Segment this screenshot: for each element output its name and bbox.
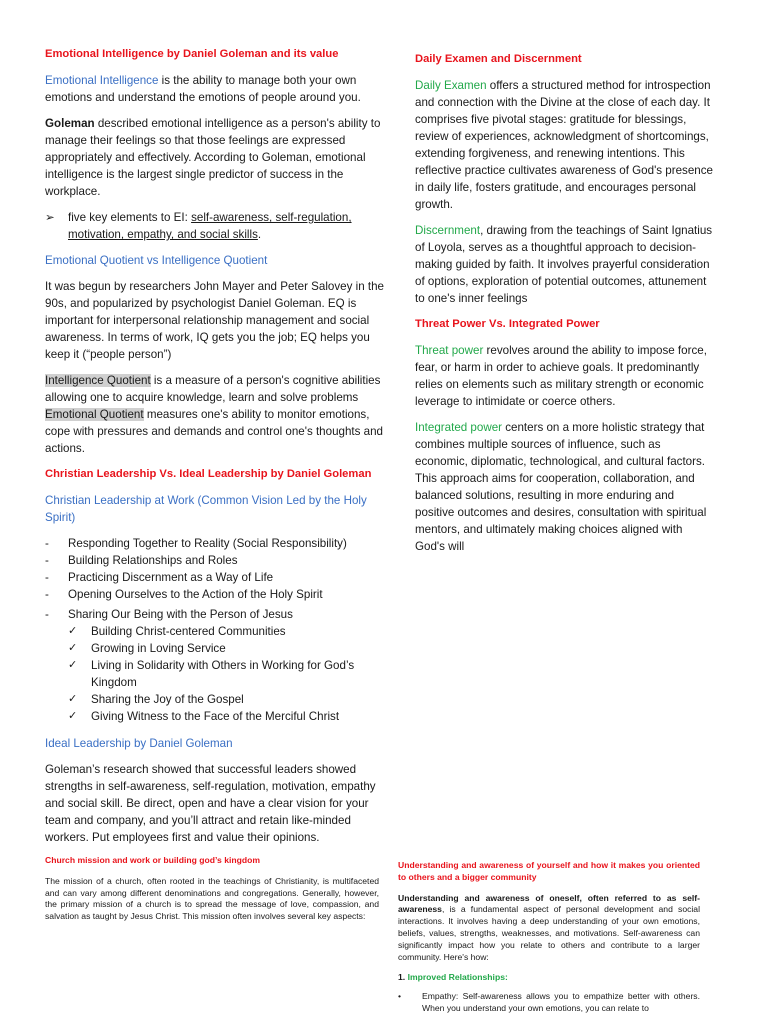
arrow-bullet-icon: ➢ [45,211,55,224]
dash-bullet: - [45,537,49,550]
elements-item [45,209,393,243]
goleman-paragraph [45,115,393,200]
sublist-item-text: Building Christ-centered Communities [91,625,286,638]
self-awareness-heading: Understanding and awareness of yourself and how it makes you oriented to others and a bigger community [398,860,700,882]
elements-suffix: . [257,228,262,241]
disc-term: Discernment [415,224,481,237]
sublist-item-text: Giving Witness to the Face of the Merciful Christ [91,710,340,723]
checkmark-icon: ✓ [68,642,78,654]
point1-number: 1. [398,972,406,983]
ei-definition-text: is the ability to manage both your own emotions and understand the emotions of people around you. [45,74,361,104]
de-heading: Daily Examen and Discernment [415,53,582,65]
disc-text: , drawing from the teachings of Saint Ignatius of Loyola, serves as a thoughtful approach to decision-making guided by faith. It involves prayerful consideration of options, exploration of potential outcomes, attunement to one's inner feelings [415,224,713,305]
list-item [45,569,393,586]
clw-heading: Christian Leadership at Work (Common Vision Led by the Holy Spirit) [45,494,367,524]
cl-heading: Christian Leadership Vs. Ideal Leadership by Daniel Goleman [45,468,372,480]
ip-text: centers on a more holistic strategy that combines multiple sources of influence, such as economic, diplomatic, technological, and cultural factors. This approach aims for cooperation, collaboration, and balanced solutions, resulting in more enduring and positive outcomes and desires, consultation with spiritual mentors, and ultimately making choices aligned with God's will [415,421,707,553]
checkmark-icon: ✓ [68,659,78,671]
goleman-bold: Goleman [45,117,95,130]
de-text: offers a structured method for introspection and connection with the Divine at the close of each day. It comprises five pivotal stages: gratitude for blessings, review of experiences, acknowledgment of shortcomings, extending forgiveness, and renewing intentions. This reflective practice cultivates awareness of God's presence in daily life, fosters gratitude, and encourages personal growth. [415,79,713,211]
checkmark-icon: ✓ [68,625,78,637]
point1-title: Improved Relationships: [407,972,508,983]
church-body: The mission of a church, often rooted in the teachings of Christianity, is multifaceted and can vary among different denominations and congregations. Generally, however, the primary mission of a church is to spread the message of love, compassion, and salvation as taught by Jesus Christ. This mission often involves several key aspects: [45,875,379,922]
left-column [45,46,393,855]
bullet-text: Empathy: Self-awareness allows you to empathize better with others. When you understand your own emotions, you can relate to [422,991,700,1013]
bottom-left-section [45,855,379,932]
dash-bullet: - [45,588,49,601]
bullet-item [398,991,700,1015]
right-column [415,51,715,564]
sublist-item-text: Growing in Loving Service [91,642,226,655]
eq-iq-heading: Emotional Quotient vs Intelligence Quotient [45,254,268,267]
tp-term: Threat power [415,344,484,357]
list-item [45,586,393,603]
iq-term: Intelligence Quotient [45,374,151,387]
iq-text: is a measure of a person's cognitive abilities allowing one to acquire knowledge, learn and solve problems [45,374,381,404]
disc-paragraph [415,222,715,307]
goleman-text: described emotional intelligence as a person's ability to manage their feelings so that those feelings are expressed appropriately and effectively. According to Goleman, emotional intelligence is the largest single predictor of success in the workplace. [45,117,381,198]
list-item-text: Practicing Discernment as a Way of Life [68,571,274,584]
sublist-item-text: Sharing the Joy of the Gospel [91,693,244,706]
ip-paragraph [415,419,715,555]
list-item-text: Building Relationships and Roles [68,554,238,567]
il-heading: Ideal Leadership by Daniel Goleman [45,737,233,750]
iq-eq-definitions [45,372,393,457]
elements-prefix: five key elements to EI: [68,211,192,224]
tp-text: revolves around the ability to impose force, fear, or harm in order to achieve goals. It predominantly relies on elements such as military strength or economic leverage to intimidate or coerce others. [415,344,707,408]
checkmark-icon: ✓ [68,710,78,722]
list-item [45,552,393,569]
tp-heading: Threat Power Vs. Integrated Power [415,318,600,330]
bottom-right-section [398,860,700,1015]
eq-history: It was begun by researchers John Mayer and Peter Salovey in the 90s, and popularized by psychologist Daniel Goleman. EQ is important for interpersonal relationship management and social awareness. In terms of work, IQ gets you the job; EQ helps you keep it (“people person”) [45,280,384,361]
cl-list [45,535,393,725]
list-item [45,606,393,725]
list-item-text: Opening Ourselves to the Action of the Holy Spirit [68,588,323,601]
point1 [398,972,700,984]
ei-definition [45,72,393,106]
sublist-item-text: Living in Solidarity with Others in Working for God’s Kingdom [91,659,355,689]
elements-list [45,209,393,243]
self-awareness-intro [398,893,700,964]
elements-underlined: self-awareness, self-regulation, motivation, empathy, and social skills [68,211,352,241]
dash-bullet: - [45,554,49,567]
church-heading: Church mission and work or building god’s kingdom [45,855,261,865]
list-item-text: Sharing Our Being with the Person of Jesus [68,608,293,621]
bullet-dot-icon: • [398,991,402,1002]
sublist-item [68,708,393,725]
sublist-item [68,640,393,657]
ip-term: Integrated power [415,421,503,434]
sublist-item [68,657,393,691]
dash-bullet: - [45,608,49,621]
list-item [45,535,393,552]
sublist-item [68,691,393,708]
list-item-text: Responding Together to Reality (Social Responsibility) [68,537,347,550]
de-term: Daily Examen [415,79,487,92]
eq-term: Emotional Quotient [45,408,144,421]
intro-text: , is a fundamental aspect of personal development and social interactions. It involves having a deep understanding of your own emotions, beliefs, values, strengths, weaknesses, and motivations. Self-awareness can significantly impact how you relate to others and contribute to a larger community. Here's how: [398,904,700,962]
sublist-item [68,623,393,640]
tp-paragraph [415,342,715,410]
checkmark-icon: ✓ [68,693,78,705]
cl-sublist [68,623,393,725]
dash-bullet: - [45,571,49,584]
il-body: Goleman’s research showed that successful leaders showed strengths in self-awareness, self-regulation, motivation, empathy and social skill. Be direct, open and have a clear vision for your team and company, and you’ll attract and retain like-minded workers. Put employees first and value their opinions. [45,763,376,844]
ei-heading: Emotional Intelligence by Daniel Goleman and its value [45,48,339,60]
ei-term: Emotional Intelligence [45,74,159,87]
intro-bold: Understanding and awareness of oneself, often referred to as self-awareness [398,892,700,915]
de-paragraph [415,77,715,213]
eq-text: measures one's ability to monitor emotions, cope with pressures and demands and control one's thoughts and actions. [45,408,384,455]
